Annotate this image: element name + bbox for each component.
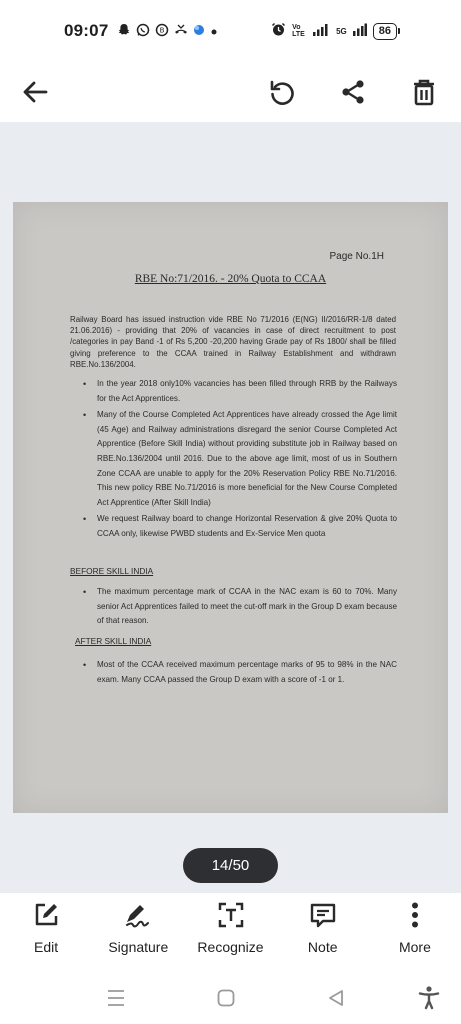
5g-label: 5G xyxy=(336,26,347,36)
signature-icon xyxy=(124,901,152,929)
notification-icons xyxy=(117,23,218,40)
alarm-icon xyxy=(271,22,286,40)
system-back-button[interactable] xyxy=(323,985,349,1011)
recognize-button[interactable] xyxy=(184,893,276,973)
home-icon xyxy=(216,988,236,1008)
before-bullet-list xyxy=(81,585,397,631)
note-icon xyxy=(309,901,337,929)
back-arrow-icon xyxy=(21,78,49,106)
recognize-label: Recognize xyxy=(197,939,264,955)
volte-label: Vo LTE xyxy=(292,24,305,38)
after-skill-india-heading: AFTER SKILL INDIA xyxy=(75,636,152,646)
document-title-text: RBE No:71/2016. - 20% Quota to CCAA xyxy=(134,273,327,285)
app-bar xyxy=(0,62,461,122)
status-bar xyxy=(0,0,461,62)
note-button[interactable] xyxy=(277,893,369,973)
whatsapp-icon xyxy=(136,23,150,40)
delete-icon xyxy=(410,78,438,106)
document-page[interactable] xyxy=(13,202,448,813)
bullet-item: • In the year 2018 only10% vacancies has been filled through RRB by the Railways for the Act Apprentices. xyxy=(81,377,397,406)
share-button[interactable] xyxy=(331,70,375,114)
status-time: 09:07 xyxy=(64,21,109,40)
page-number-label: Page No.1H xyxy=(329,251,384,262)
recents-button[interactable] xyxy=(103,985,129,1011)
main-bullet-list xyxy=(81,377,397,544)
accessibility-button[interactable] xyxy=(416,985,442,1011)
signal-5g-icon xyxy=(353,23,367,39)
bullet-item: • Many of the Course Completed Act Apprentices have already crossed the Age limit (45 Age) and Railway administrations disregard the senior Course Completed Act Apprentice (Before Skill India) without providing substitute job in Railway based on RBE.No.136/2004 until 2016. Due to the above age limit, most of us in Southern Zone CCAA are unable to apply for the 20% Reservation Policy RBE No.71/2016. This new policy RBE No.71/2016 is more beneficial for the New Course Completed Act Apprentice (After Skill India) xyxy=(81,408,397,510)
bullet-item: • The maximum percentage mark of CCAA in the NAC exam is 60 to 70%. Many senior Act Apprentices failed to meet the cut-off mark in the Group D exam because of that reason. xyxy=(81,585,397,629)
battery-indicator: 86 xyxy=(373,23,397,40)
edit-icon xyxy=(32,901,60,929)
missed-call-icon xyxy=(174,23,188,40)
before-skill-india-heading: BEFORE SKILL INDIA xyxy=(70,566,154,576)
delete-button[interactable] xyxy=(402,70,446,114)
signature-label: Signature xyxy=(108,939,169,955)
more-notifications-dot-icon xyxy=(210,24,218,39)
more-label: More xyxy=(398,939,431,955)
whatsapp-business-icon xyxy=(155,23,169,40)
rotate-icon xyxy=(268,78,296,106)
system-status xyxy=(271,22,397,40)
more-vertical-icon xyxy=(401,901,429,929)
snapchat-icon xyxy=(117,23,131,40)
bottom-toolbar xyxy=(0,893,461,973)
intro-paragraph: Railway Board has issued instruction vide RBE No 71/2016 (E(NG) II/2016/RR-1/8 dated 21.06.2016) - providing that 20% of vacancies in case of direct recruitment to post /categories in pay Band -1 of Rs 5,200 -20,200 having Grade pay of Rs 1800/ shall be filled giving preference to the CCAA trained in Railway Establishment and withdrawn RBE.No.136/2004. xyxy=(70,315,396,369)
svg-text:B: B xyxy=(160,26,165,34)
back-button[interactable] xyxy=(13,70,57,114)
signal-icon xyxy=(312,23,330,39)
share-icon xyxy=(339,78,367,106)
document-viewer[interactable] xyxy=(0,122,461,893)
note-label: Note xyxy=(307,939,338,955)
rotate-button[interactable] xyxy=(260,70,304,114)
document-title xyxy=(13,273,448,285)
home-button[interactable] xyxy=(213,985,239,1011)
edit-button[interactable] xyxy=(0,893,92,973)
back-triangle-icon xyxy=(326,988,346,1008)
app-notification-icon xyxy=(193,24,205,39)
after-bullet-list xyxy=(81,658,397,689)
more-button[interactable] xyxy=(369,893,461,973)
bullet-item: • We request Railway board to change Horizontal Reservation & give 20% Quota to CCAA only, likewise PWBD students and Ex-Service Men quota xyxy=(81,512,397,541)
edit-label: Edit xyxy=(34,939,59,955)
page-indicator: 14/50 xyxy=(183,848,278,883)
accessibility-icon xyxy=(418,986,440,1010)
recents-icon xyxy=(106,989,126,1007)
recognize-text-icon xyxy=(217,901,245,929)
bullet-item: • Most of the CCAA received maximum percentage marks of 95 to 98% in the NAC exam. Many CCAA passed the Group D exam with a score of -1 or 1. xyxy=(81,658,397,687)
system-navigation-bar xyxy=(0,973,461,1024)
signature-button[interactable] xyxy=(92,893,184,973)
